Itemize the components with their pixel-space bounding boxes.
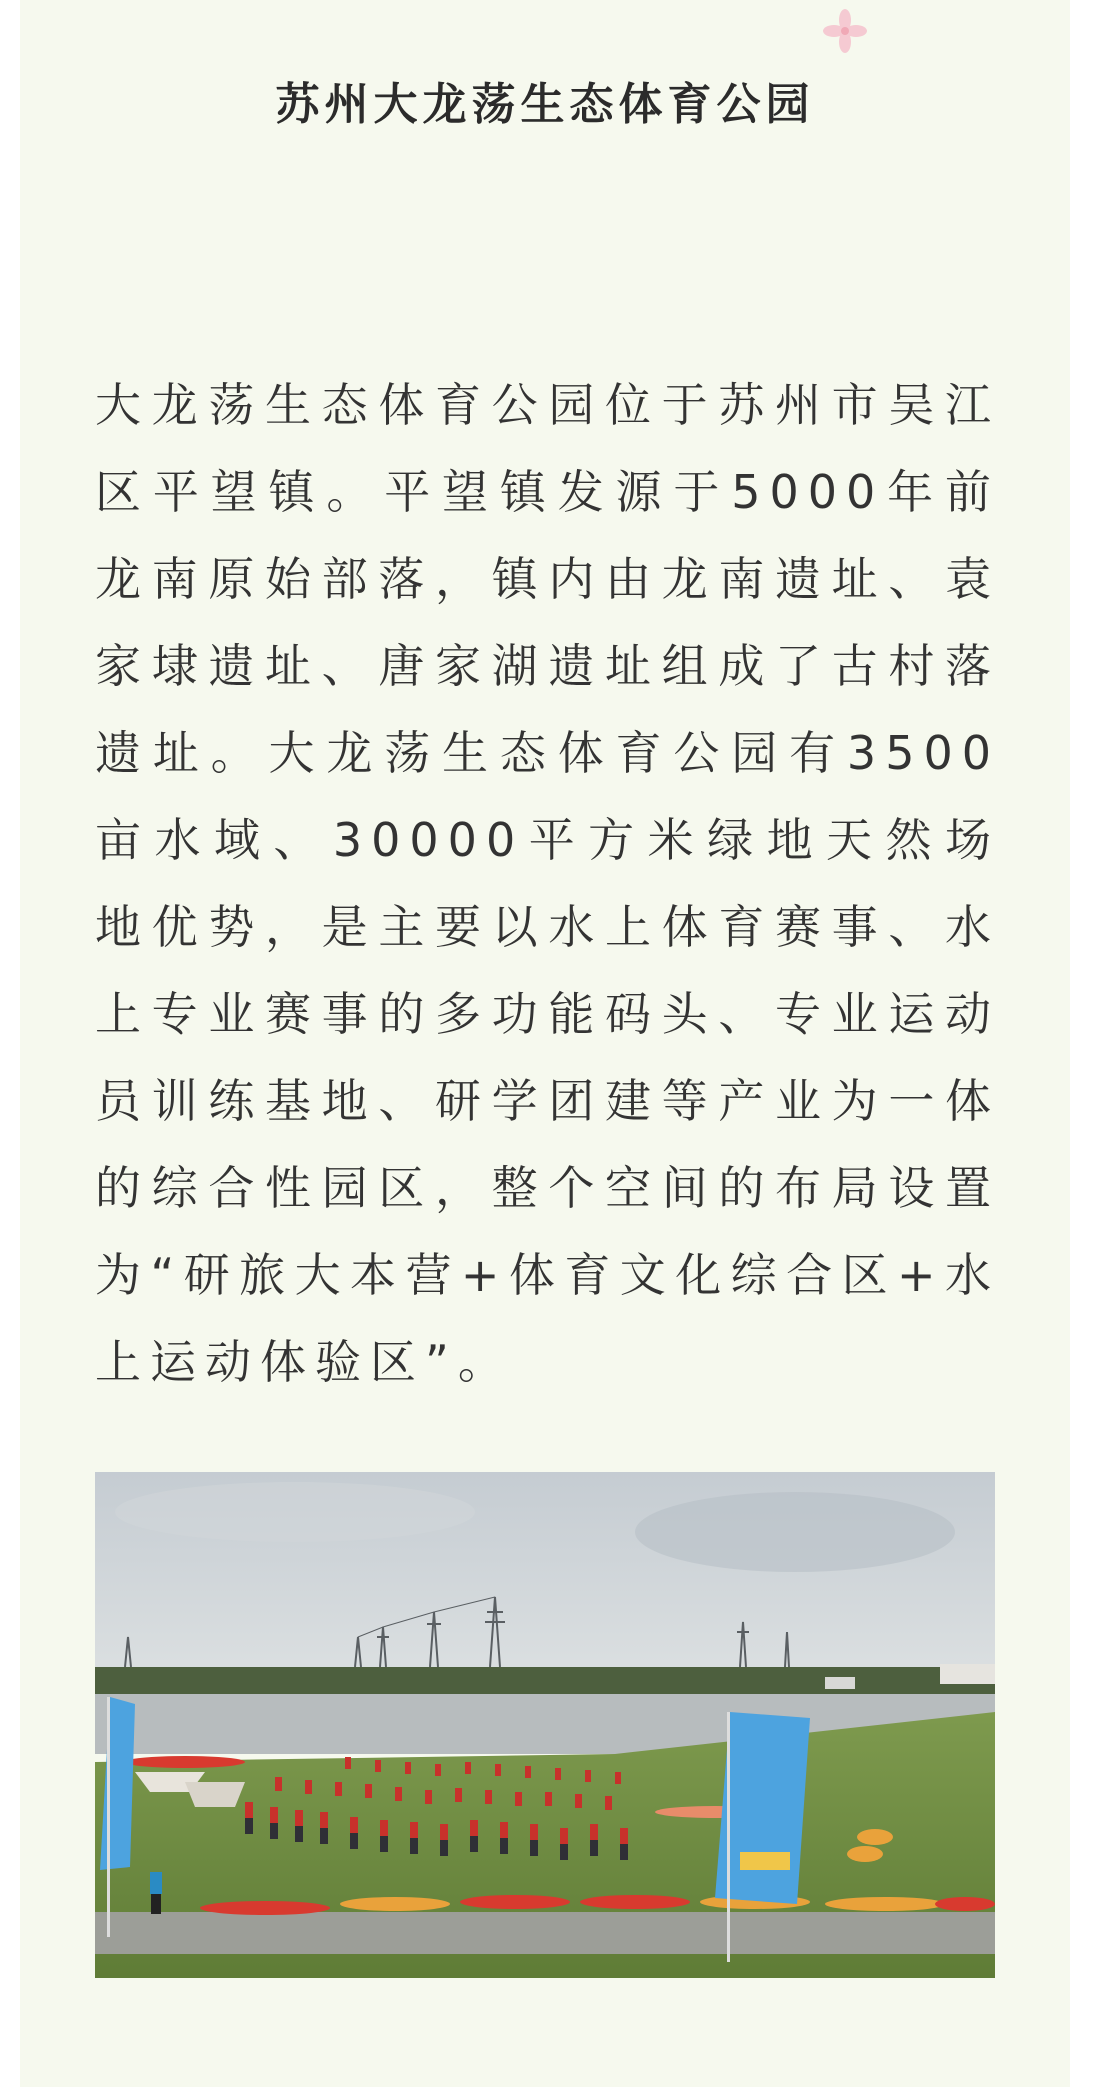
pink-flower-icon (820, 6, 870, 56)
walkway (95, 1912, 995, 1954)
article-card (20, 0, 1070, 2087)
tree-line (95, 1667, 995, 1695)
page-title: 苏州大龙荡生态体育公园 (275, 79, 815, 130)
park-lakeside-photo (95, 1472, 995, 1978)
article-paragraph: 大龙荡生态体育公园位于苏州市吴江区平望镇。平望镇发源于5000年前龙南原始部落，镇内由龙南遗址、袁家埭遗址、唐家湖遗址组成了古村落遗址。大龙荡生态体育公园有3500亩水域、30000平方米绿地天然场地优势，是主要以水上体育赛事、水上专业赛事的多功能码头、专业运动员训练基地、研学团建等产业为一体的综合性园区，整个空间的布局设置为“研旅大本营+体育文化综合区+水上运动体验区”。 (95, 378, 1000, 1389)
